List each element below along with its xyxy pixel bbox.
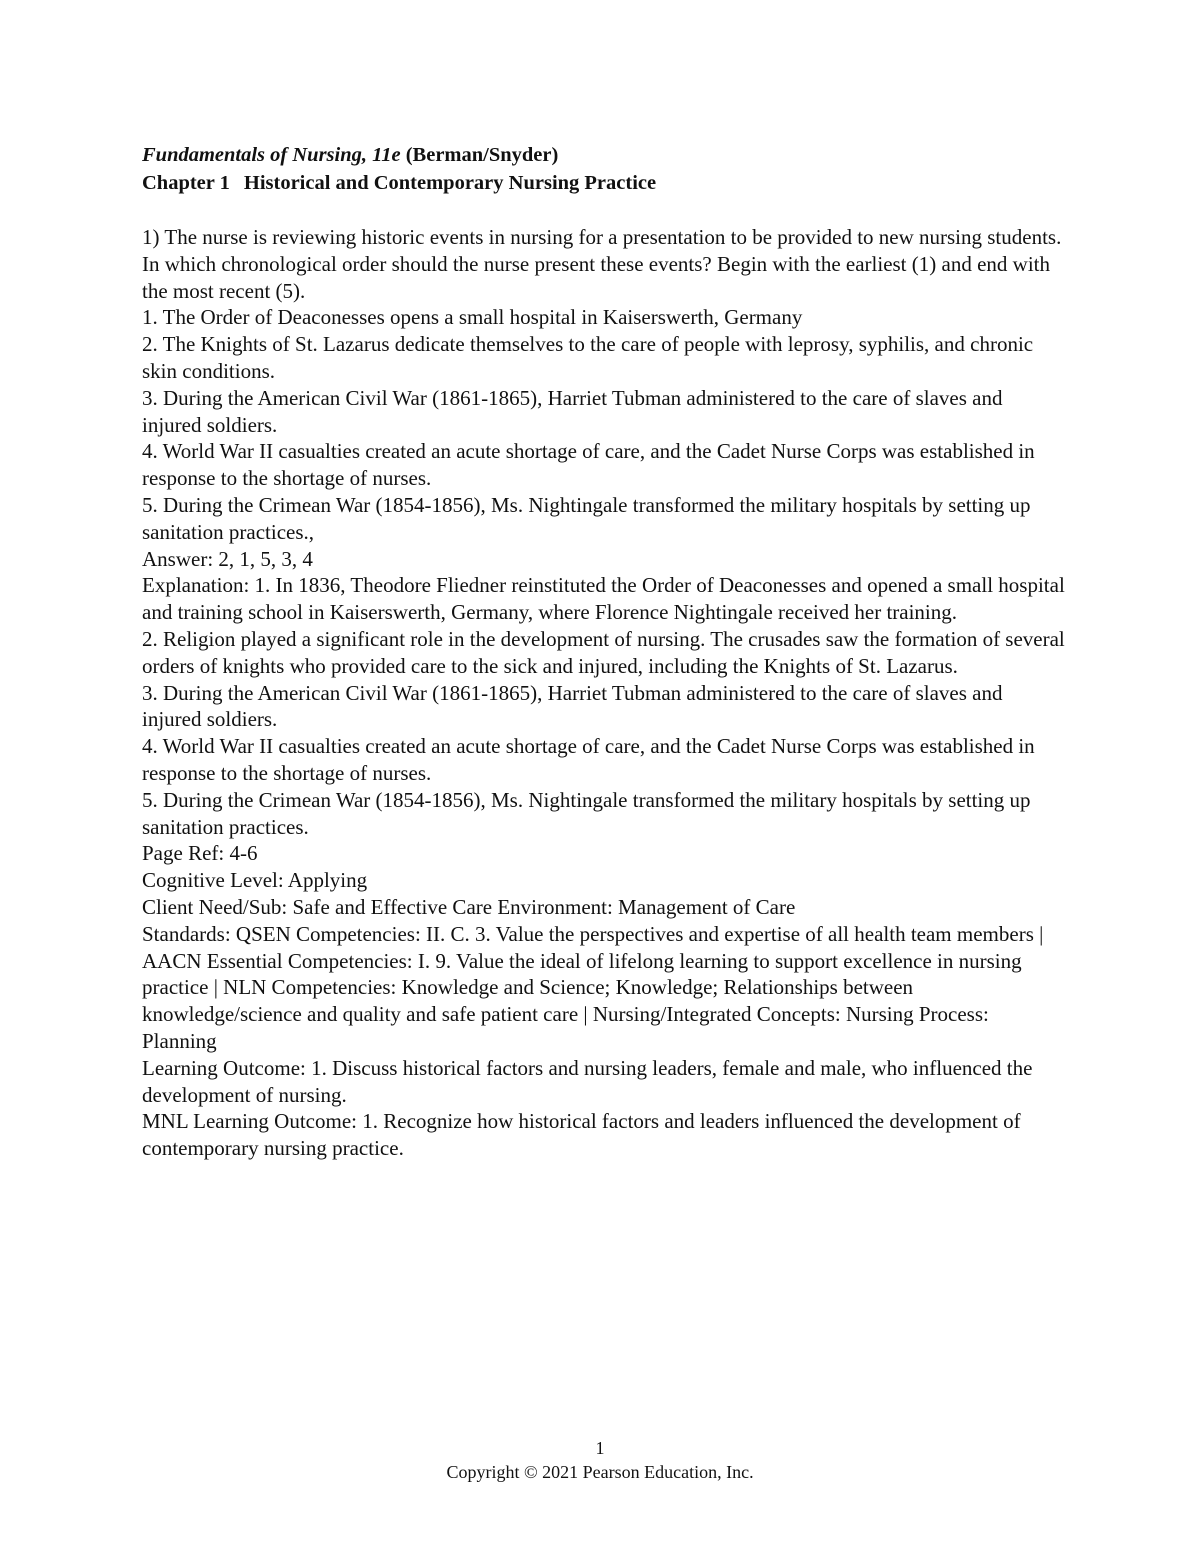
book-authors: (Berman/Snyder) [405, 144, 559, 166]
explanation-item: 4. World War II casualties created an acute shortage of care, and the Cadet Nurse Corps was established in response to the shortage of nurses. [142, 734, 1035, 785]
question-option: 1. The Order of Deaconesses opens a small hospital in Kaiserswerth, Germany [142, 305, 803, 330]
book-title: Fundamentals of Nursing, 11e [142, 144, 401, 166]
copyright-notice: Copyright © 2021 Pearson Education, Inc. [446, 1462, 754, 1482]
learning-outcome: Learning Outcome: 1. Discuss historical factors and nursing leaders, female and male, who influenced the development of nursing. [142, 1055, 1033, 1107]
chapter-title: Historical and Contemporary Nursing Practice [243, 172, 657, 194]
chapter-number: Chapter 1 [142, 172, 230, 194]
answer: Answer: 2, 1, 5, 3, 4 [142, 546, 313, 571]
spacer [142, 197, 1067, 224]
standards: Standards: QSEN Competencies: II. C. 3. Value the perspectives and expertise of all health team members | AACN Essential Competencies: I. 9. Value the ideal of lifelong learning to support excellence in nursing practice | NLN Competencies: Knowledge and Science; Knowledge; Relationships between knowledge/science and quality and safe patient care | Nursing/Integrated Concepts: Nursing Process: Planning [142, 921, 1044, 1053]
explanation-item: Explanation: 1. In 1836, Theodore Fliedner reinstituted the Order of Deaconesses and opened a small hospital and training school in Kaiserswerth, Germany, where Florence Nightingale received her training. [142, 573, 1065, 625]
question-option: 3. During the American Civil War (1861-1865), Harriet Tubman administered to the care of slaves and injured soldiers. [142, 385, 1003, 437]
question-option: 4. World War II casualties created an acute shortage of care, and the Cadet Nurse Corps was established in response to the shortage of nurses. [142, 439, 1035, 491]
explanation-item: 3. During the American Civil War (1861-1865), Harriet Tubman administered to the care of slaves and injured soldiers. [142, 680, 1003, 732]
mnl-learning-outcome: MNL Learning Outcome: 1. Recognize how historical factors and leaders influenced the development of contemporary nursing practice. [142, 1109, 1021, 1161]
explanation-item: 5. During the Crimean War (1854-1856), Ms. Nightingale transformed the military hospitals by setting up sanitation practices. [142, 787, 1031, 839]
question-stem: 1) The nurse is reviewing historic events in nursing for a presentation to be provided to new nursing students. In which chronological order should the nurse present these events? Begin with the earliest (1) and end with the most recent (5). [142, 225, 1062, 303]
page-number: 1 [595, 1438, 605, 1458]
book-header [142, 141, 1067, 169]
question-option: 2. The Knights of St. Lazarus dedicate themselves to the care of people with leprosy, syphilis, and chronic skin conditions. [142, 332, 1034, 383]
question-option: 5. During the Crimean War (1854-1856), Ms. Nightingale transformed the military hospitals by setting up sanitation practices., [142, 492, 1031, 544]
cognitive-level: Cognitive Level: Applying [142, 868, 368, 893]
client-need: Client Need/Sub: Safe and Effective Care Environment: Management of Care [142, 894, 796, 919]
chapter-header [142, 169, 1067, 197]
page-content [142, 141, 1067, 1162]
explanation-item: 2. Religion played a significant role in the development of nursing. The crusades saw the formation of several orders of knights who provided care to the sick and injured, including the Knights of St. Lazarus. [142, 626, 1065, 678]
page-ref: Page Ref: 4-6 [142, 841, 258, 866]
